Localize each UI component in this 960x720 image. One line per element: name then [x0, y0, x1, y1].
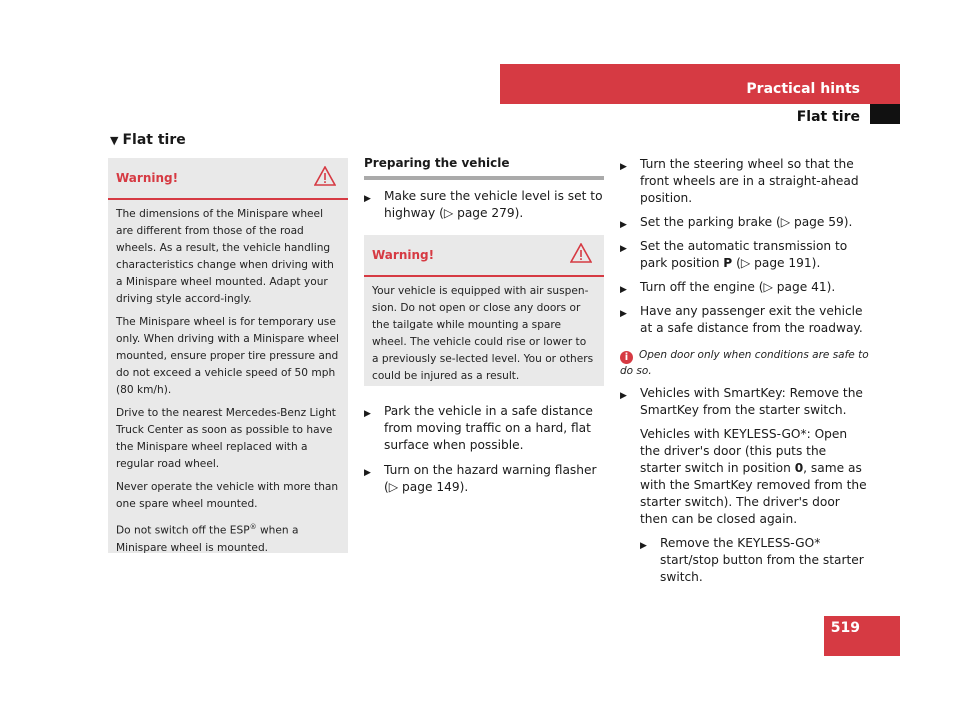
instruction-text: Turn off the engine (▷ page 41).: [640, 280, 836, 294]
info-note: [620, 348, 870, 379]
instruction-item: [620, 385, 868, 419]
page-number: 519: [830, 620, 860, 636]
arrow-right-icon: ▶: [620, 244, 627, 254]
warning-paragraph: Never operate the vehicle with more than one spare wheel mounted.: [116, 481, 339, 510]
warning-paragraph: Drive to the nearest Mercedes-Benz Light Truck Center as soon as possible to have the Minispare wheel replaced with a regular road wheel.: [116, 407, 336, 470]
warning-triangle-icon: [314, 166, 336, 186]
warning-text: when a Minispare wheel is mounted.: [116, 524, 299, 554]
warning-body: [108, 200, 348, 569]
arrow-right-icon: ▶: [364, 194, 371, 204]
header-subtitle: Flat tire: [796, 109, 860, 125]
arrow-right-icon: ▶: [620, 391, 627, 401]
instruction-text: Turn on the hazard warning flasher (▷ page 149).: [384, 463, 597, 494]
warning-paragraph: The Minispare wheel is for temporary use only. When driving with a Minispare wheel mounted, ensure proper tire pressure and do not exceed a vehicle speed of 50 mph (80 km/h).: [116, 316, 340, 396]
instruction-item: [364, 403, 606, 454]
instruction-item: [620, 156, 868, 207]
switch-position: 0: [794, 461, 804, 475]
warning-label: Warning!: [372, 248, 435, 262]
paragraph-text: Vehicles with KEYLESS-GO*: Open the driver's door (this puts the starter switch in position: [640, 427, 848, 475]
info-icon: i: [620, 351, 633, 364]
arrow-right-icon: ▶: [620, 285, 627, 295]
arrow-right-icon: ▶: [364, 468, 371, 478]
section-title: [110, 132, 186, 148]
instruction-item: [620, 303, 868, 337]
warning-paragraph: Your vehicle is equipped with air suspen-sion. Do not open or close any doors or the tailgate while mounting a spare wheel. The vehicle could rise or lower to a previously se-lected level. You or others could be injured as a result.: [372, 285, 594, 382]
warning-label: Warning!: [116, 171, 179, 185]
warning-paragraph: [116, 519, 340, 557]
instruction-text: Turn the steering wheel so that the front wheels are in a straight-ahead position.: [640, 157, 859, 205]
sub-instruction-item: [640, 535, 868, 586]
instruction-text: Make sure the vehicle level is set to highway (▷ page 279).: [384, 189, 603, 220]
instruction-text: Park the vehicle in a safe distance from moving traffic on a hard, flat surface when possible.: [384, 404, 593, 452]
warning-header: [364, 235, 604, 277]
instruction-text: Vehicles with SmartKey: Remove the SmartKey from the starter switch.: [640, 386, 863, 417]
instruction-item: [620, 214, 868, 231]
preparing-heading: Preparing the vehicle: [364, 156, 604, 180]
instruction-text: (▷ page 191).: [732, 256, 821, 270]
instruction-text: Set the automatic transmission to park position: [640, 239, 848, 270]
arrow-right-icon: ▶: [620, 220, 627, 230]
instruction-item: [364, 462, 604, 496]
arrow-right-icon: ▶: [620, 309, 627, 319]
gear-position: P: [723, 256, 733, 270]
section-title-text: Flat tire: [122, 132, 186, 148]
keyless-go-paragraph: [640, 426, 868, 528]
instruction-text: Remove the KEYLESS-GO* start/stop button from the starter switch.: [660, 536, 864, 584]
instruction-text: Have any passenger exit the vehicle at a safe distance from the roadway.: [640, 304, 863, 335]
instruction-text: Set the parking brake (▷ page 59).: [640, 215, 853, 229]
registered-mark: ®: [249, 523, 257, 531]
arrow-right-icon: ▶: [620, 162, 627, 172]
triangle-down-icon: ▼: [110, 134, 119, 147]
warning-body: [364, 277, 604, 397]
info-note-text: Open door only when conditions are safe to do so.: [620, 349, 869, 377]
warning-box-left: [108, 158, 348, 553]
arrow-right-icon: ▶: [640, 541, 647, 551]
warning-paragraph: The dimensions of the Minispare wheel are different from those of the road wheels. As a result, the vehicle handling characteristics change when driving with a Minispare wheel mounted. Adapt your driving style accord-ingly.: [116, 208, 334, 305]
header-band: [500, 64, 900, 104]
paragraph-text: , same as with the SmartKey removed from the starter switch). The driver's door then can be closed again.: [640, 461, 867, 526]
header-title: Practical hints: [746, 81, 860, 97]
instruction-item: [620, 279, 868, 296]
header-marker: [870, 104, 900, 124]
instruction-item: [620, 238, 868, 272]
warning-triangle-icon: [570, 243, 592, 263]
warning-text: Do not switch off the ESP: [116, 524, 250, 537]
instruction-item: [364, 188, 604, 222]
page-number-box: [824, 616, 900, 656]
warning-header: [108, 158, 348, 200]
arrow-right-icon: ▶: [364, 409, 371, 419]
warning-box-middle: [364, 235, 604, 386]
